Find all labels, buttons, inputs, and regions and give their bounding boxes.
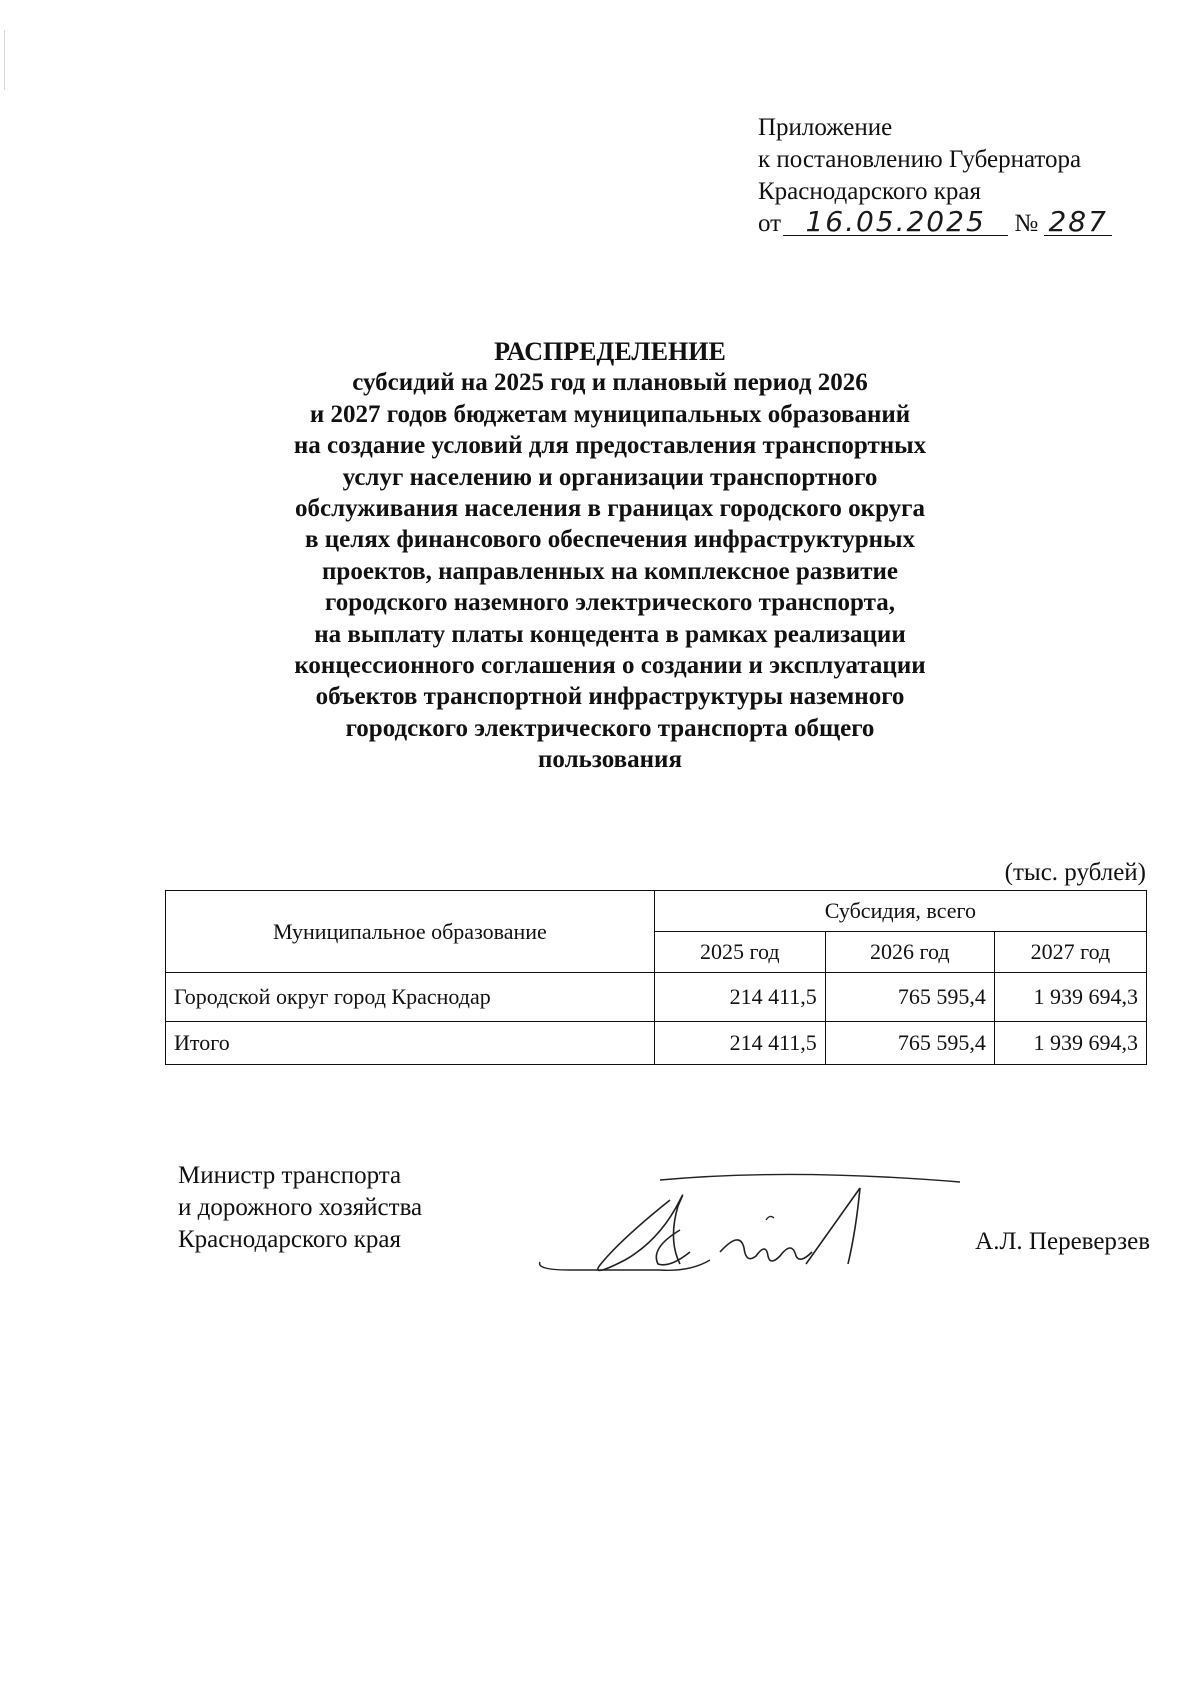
total-value-2025: 214 411,5 bbox=[654, 1022, 825, 1065]
title-line: пользования bbox=[538, 746, 682, 774]
table-row bbox=[166, 973, 1147, 1022]
header-municipality: Муниципальное образование bbox=[166, 891, 655, 973]
appendix-line-1: Приложение bbox=[758, 114, 893, 141]
units-label: (тыс. рублей) bbox=[1004, 859, 1146, 886]
document-title bbox=[220, 336, 1000, 776]
signatory-line-1: Министр транспорта bbox=[178, 1162, 402, 1189]
header-year-2027: 2027 год bbox=[994, 932, 1146, 973]
title-line: городского электрического транспорта общего bbox=[345, 714, 875, 742]
title-line: концессионного соглашения о создании и эксплуатации bbox=[294, 652, 926, 680]
title-line: объектов транспортной инфраструктуры наземного bbox=[315, 683, 905, 711]
distribution-table bbox=[165, 890, 1147, 1065]
signatory-position bbox=[178, 1160, 422, 1256]
title-line: проектов, направленных на комплексное развитие bbox=[322, 557, 898, 585]
table-header-row bbox=[166, 891, 1147, 932]
header-year-2025: 2025 год bbox=[654, 932, 825, 973]
signer-name: А.Л. Переверзев bbox=[975, 1228, 1150, 1255]
title-line: и 2027 годов бюджетам муниципальных образований bbox=[309, 400, 911, 428]
signatory-line-2: и дорожного хозяйства bbox=[178, 1194, 423, 1221]
header-year-2026: 2026 год bbox=[825, 932, 994, 973]
header-subsidy-total: Субсидия, всего bbox=[654, 891, 1146, 932]
row-municipality-name: Городской округ город Краснодар bbox=[166, 973, 655, 1022]
total-label: Итого bbox=[166, 1022, 655, 1065]
row-value-2025: 214 411,5 bbox=[654, 973, 825, 1022]
total-value-2027: 1 939 694,3 bbox=[994, 1022, 1146, 1065]
total-value-2026: 765 595,4 bbox=[825, 1022, 994, 1065]
appendix-line-3: Краснодарского края bbox=[758, 178, 981, 205]
title-heading: РАСПРЕДЕЛЕНИЕ bbox=[494, 337, 726, 366]
appendix-header bbox=[758, 112, 1158, 240]
title-line: субсидий на 2025 год и плановый период 2026 bbox=[352, 369, 868, 397]
scan-edge bbox=[4, 30, 5, 90]
handwritten-signature bbox=[530, 1160, 960, 1280]
title-line: на выплату платы концедента в рамках реализации bbox=[314, 620, 906, 648]
title-line: в целях финансового обеспечения инфраструктурных bbox=[304, 526, 916, 554]
appendix-line-2: к постановлению Губернатора bbox=[758, 146, 1082, 173]
row-value-2026: 765 595,4 bbox=[825, 973, 994, 1022]
title-line: обслуживания населения в границах городского округа bbox=[294, 495, 926, 523]
signatory-line-3: Краснодарского края bbox=[178, 1226, 401, 1253]
date-prefix: от bbox=[758, 210, 782, 237]
handwritten-date: 16.05.2025 bbox=[783, 209, 1008, 236]
title-line: услуг населению и организации транспортного bbox=[342, 463, 878, 491]
number-prefix: № bbox=[1014, 210, 1039, 237]
title-line: городского наземного электрического транспорта, bbox=[325, 589, 895, 617]
appendix-date-line bbox=[758, 205, 1158, 240]
handwritten-number: 287 bbox=[1044, 209, 1112, 236]
table-total-row bbox=[166, 1022, 1147, 1065]
row-value-2027: 1 939 694,3 bbox=[994, 973, 1146, 1022]
title-line: на создание условий для предоставления транспортных bbox=[293, 432, 927, 460]
